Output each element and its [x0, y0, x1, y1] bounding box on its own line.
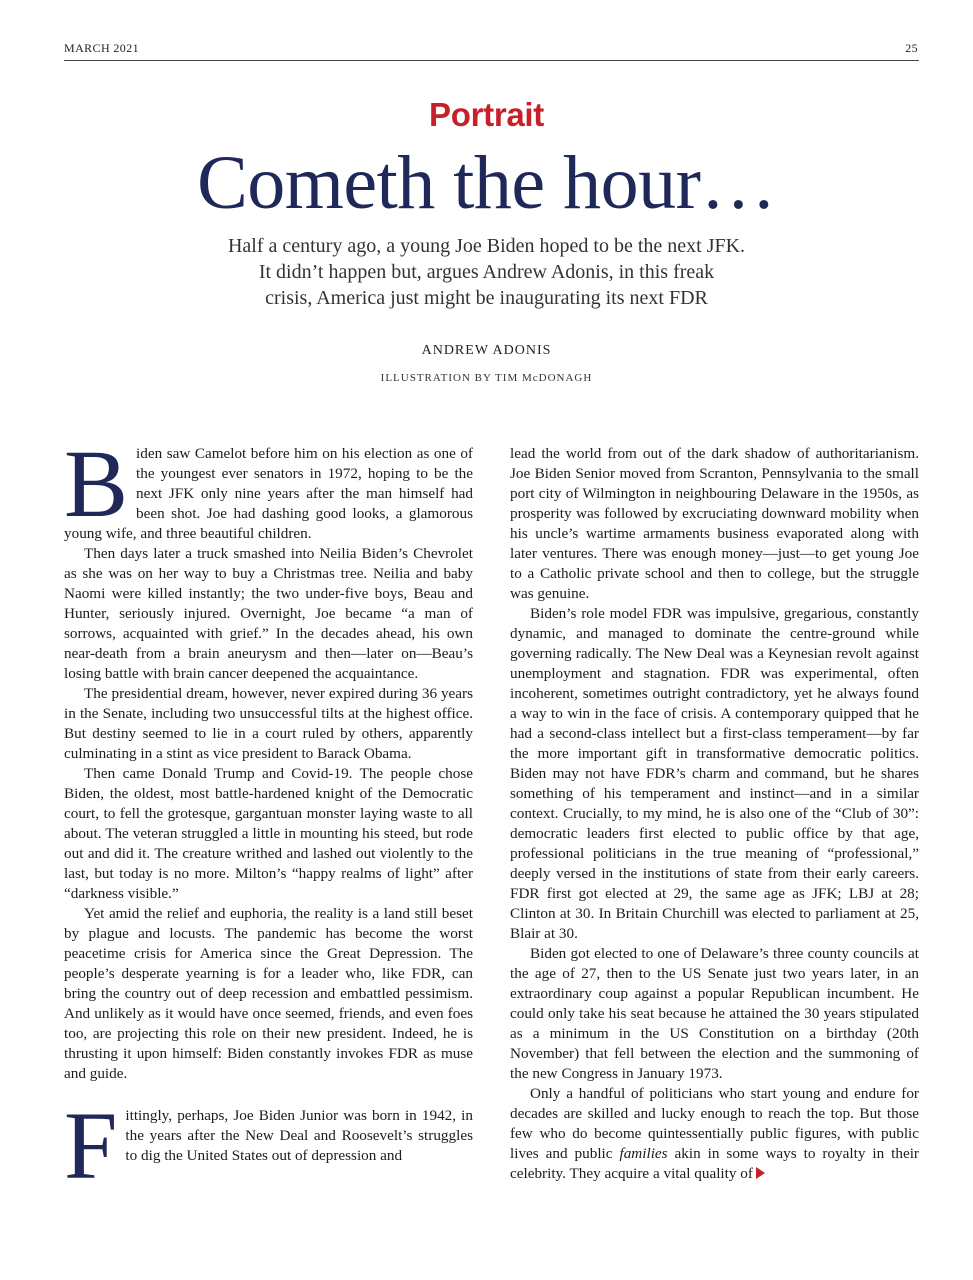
issue-date: MARCH 2021	[64, 41, 140, 55]
paragraph-text: iden saw Camelot before him on his election as one of the youngest ever senators in 1972, hoping to be the next JFK only nine years after the man himself had been shot. Joe had dashing good looks, a glamorous young wife, and three beautiful children.	[64, 445, 473, 542]
illustration-credit: ILLUSTRATION BY TIM McDONAGH	[380, 372, 593, 384]
paragraph-text: akin in some ways to royalty in their celebrity. They acquire a vital quality of	[510, 1145, 919, 1182]
body-paragraph	[510, 1084, 919, 1184]
body-paragraph: Yet amid the relief and euphoria, the reality is a land still beset by plague and locusts. The pandemic has become the worst peacetime crisis for America since the Great Depression. The people’s desperate yearning is for a leader who, like FDR, can bring the country out of deep recession and embattled pessimism. And unlikely as it would have once seemed, friends, and even foes too, are projecting this role on their new president. Indeed, he is thrusting it upon himself: Biden constantly invokes FDR as muse and guide.	[64, 905, 473, 1082]
body-column-right	[510, 444, 919, 1184]
body-paragraph: The presidential dream, however, never expired during 36 years in the Senate, including two unsuccessful tilts at the highest office. But destiny seemed to lie in a court ruled by others, apparently culminating in a stint as vice president to Barack Obama.	[64, 685, 473, 762]
standfirst-line: crisis, America just might be inaugurating its next FDR	[265, 287, 708, 309]
standfirst-line: Half a century ago, a young Joe Biden hoped to be the next JFK.	[227, 235, 746, 257]
body-paragraph	[64, 430, 473, 544]
header-rule	[64, 60, 919, 61]
body-column-left	[64, 430, 473, 1199]
body-paragraph: Then days later a truck smashed into Neilia Biden’s Chevrolet as she was on her way to buy a Christmas tree. Neilia and baby Naomi were killed instantly; the two under-five boys, Beau and Hunter, seriously injured. Overnight, Joe became “a man of sorrows, acquainted with grief.” In the decades ahead, his own near-death from a brain aneurysm and then—later on—Beau’s losing battle with brain cancer deepened the acquaintance.	[64, 545, 473, 682]
body-paragraph	[64, 1092, 473, 1199]
drop-cap: B	[64, 430, 129, 537]
continue-arrow-icon	[756, 1167, 765, 1179]
paragraph-text: ittingly, perhaps, Joe Biden Junior was born in 1942, in the years after the New Deal and Roosevelt’s struggles to dig the United States out of depression and	[125, 1107, 473, 1164]
author-byline: ANDREW ADONIS	[421, 343, 552, 358]
drop-cap: F	[64, 1092, 118, 1199]
page-number: 25	[905, 41, 918, 55]
section-label: Portrait	[429, 96, 544, 133]
body-paragraph: Biden’s role model FDR was impulsive, gregarious, constantly dynamic, and managed to dominate the centre-ground while governing radically. The New Deal was a Keynesian revolt against unemployment and stagnation. FDR was experimental, often incoherent, sometimes outright contradictory, yet he always found a way to win in the face of crisis. A contemporary quipped that he had a second-class intellect but a first-class temperament—by far the more important gift in transformative democratic politics. Biden may not have FDR’s charm and command, but he shares something of his temperament and instinct—and in a similar context. Crucially, to my mind, he is also one of the “Club of 30”: democratic leaders first elected to public office by that age, professional politicians in the true meaning of “professional,” deeply versed in the institutions of state from their early careers. FDR first got elected at 29, the same age as JFK; LBJ at 28; Clinton at 30. In Britain Churchill was elected to parliament at 25, Blair at 30.	[510, 605, 919, 942]
standfirst	[150, 233, 823, 311]
paragraph-text: Only a handful of politicians who start young and endure for decades are skilled and lucky enough to reach the top. But those few who do become quintessentially public figures, with public lives and public	[510, 1085, 919, 1162]
body-paragraph: Then came Donald Trump and Covid-19. The people chose Biden, the oldest, most battle-hardened knight of the Democratic court, to fell the grotesque, gargantuan monster laying waste to all about. The veteran struggled a little in mounting his steed, but rode out and did it. The creature writhed and lashed out violently to the last, but today is no more. Milton’s “happy realms of light” after “darkness visible.”	[64, 765, 473, 902]
emphasis-text: families	[619, 1145, 668, 1162]
standfirst-line: It didn’t happen but, argues Andrew Adonis, in this freak	[258, 261, 715, 283]
article-headline: Cometh the hour…	[197, 141, 776, 225]
body-paragraph: Biden got elected to one of Delaware’s three county councils at the age of 27, then to the US Senate just two years later, in an extraordinary coup against a popular Republican incumbent. He could only take his seat because he attained the 30 years stipulated as a minimum in the US Constitution on a birthday (20th November) that fell between the election and the summoning of the new Congress in January 1973.	[510, 945, 919, 1082]
running-header	[64, 41, 918, 56]
body-paragraph: lead the world from out of the dark shadow of authoritarianism. Joe Biden Senior moved from Scranton, Pennsylvania to the small port city of Wilmington in neighbouring Delaware in the 1950s, as prosperity was followed by excruciating downward mobility when his uncle’s wartime armaments business evaporated along with later ventures. There was enough money—just—to get young Joe to a Catholic private school and then to college, but the struggle was genuine.	[510, 445, 919, 602]
